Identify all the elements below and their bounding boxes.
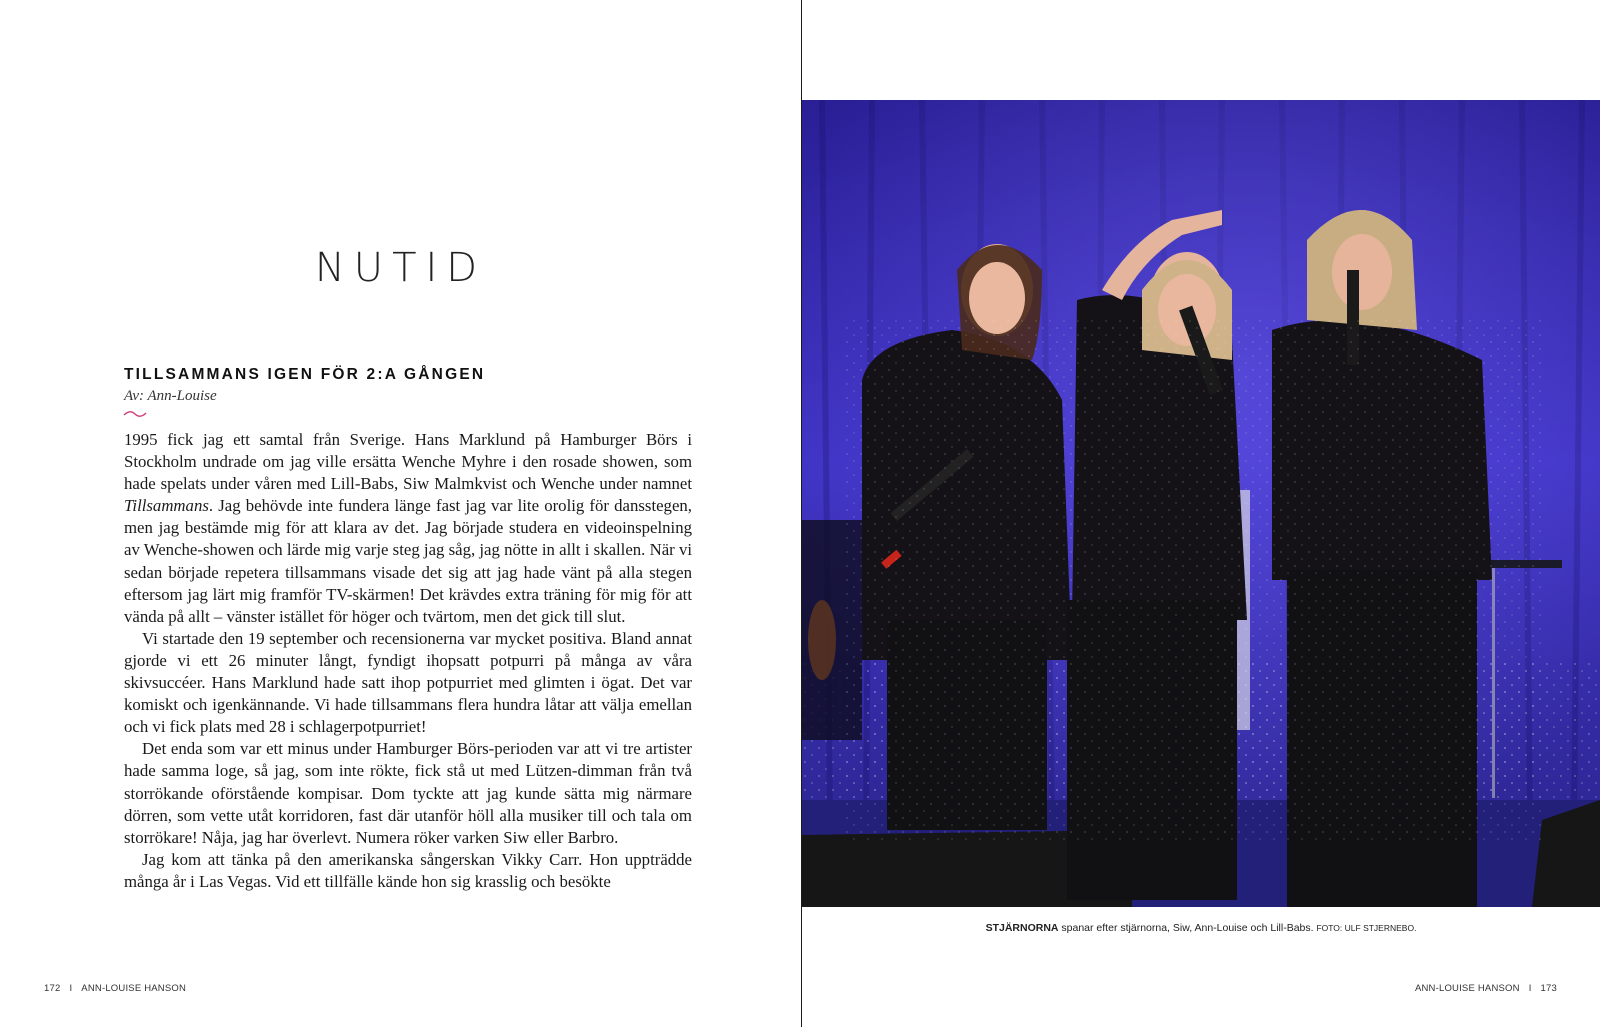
concert-photo bbox=[802, 100, 1600, 907]
photo-caption bbox=[802, 922, 1600, 934]
chapter-title: NUTID bbox=[314, 245, 487, 291]
tilde-ornament-icon bbox=[123, 410, 147, 418]
caption-text: spanar efter stjärnorna, Siw, Ann-Louise och Lill-Babs. bbox=[1058, 922, 1317, 934]
paragraph: Vi startade den 19 september och recensionerna var mycket positiva. Bland annat gjorde vi ett 26 minuter långt, fyndigt ihopsatt potpurri på många av våra skivsuccéer. Hans Marklund hade satt ihop potpurriet med glimten i ögat. Det var komiskt och igenkännande. Vi hade tillsammans flera hundra låtar att välja emellan och vi fick plats med 28 i schlagerpotpurriet! bbox=[124, 628, 692, 737]
running-head: ANN-LOUISE HANSON bbox=[81, 983, 187, 994]
caption-lead: STJÄRNORNA bbox=[985, 922, 1059, 934]
byline: Av: Ann-Louise bbox=[124, 388, 217, 404]
folio-right bbox=[1415, 983, 1557, 994]
running-head: ANN-LOUISE HANSON bbox=[1414, 983, 1520, 994]
folio-separator: I bbox=[69, 983, 73, 994]
page-number: 172 bbox=[44, 983, 61, 994]
page-number: 173 bbox=[1540, 983, 1557, 994]
photo-credit: FOTO: ULF STJERNEBO. bbox=[1316, 923, 1417, 933]
paragraph: Jag kom att tänka på den amerikanska sångerskan Vikky Carr. Hon uppträdde många år i Las Vegas. Vid ett tillfälle kände hon sig krasslig och besökte bbox=[124, 849, 692, 891]
concert-photo-illustration bbox=[802, 100, 1600, 907]
folio-left bbox=[44, 983, 186, 994]
paragraph: Det enda som var ett minus under Hamburger Börs-perioden var att vi tre artister hade samma loge, så jag, som inte rökte, fick stå ut med Lützen-dimman från två storrökande oförstående kompisar. Dom tyckte att jag kunde sätta mig närmare dörren, som vette utåt korridoren, fast där utanför höll alla musiker till och tala om storrökare! Nåja, jag har överlevt. Numera röker varken Siw eller Barbro. bbox=[124, 739, 692, 847]
show-title: Tillsammans bbox=[124, 496, 209, 516]
section-heading: TILLSAMMANS IGEN FÖR 2:A GÅNGEN bbox=[124, 366, 486, 383]
paragraph: 1995 fick jag ett samtal från Sverige. Hans Marklund på Hamburger Börs i Stockholm undrade om jag ville ersätta Wenche Myhre i den rosade showen, som hade spelats under våren med Lill-Babs, Siw Malmkvist och Wenche under namnet Tillsammans. Jag behövde inte fundera länge fast jag var lite orolig för dansstegen, men jag bestämde mig för att klara av det. Jag började studera en videoinspelning av Wenche-showen och lärde mig varje steg jag såg, jag nötte in allt i skallen. När vi sedan började repetera tillsammans visade det sig att jag hade vänt på alla stegen eftersom jag lärt mig framför TV-skärmen! Det krävdes extra träning för mig för att vända på allt – vänster istället för höger och tvärtom, men det gick till slut. bbox=[124, 430, 692, 626]
folio-separator: I bbox=[1528, 983, 1532, 994]
article-body bbox=[124, 429, 692, 938]
